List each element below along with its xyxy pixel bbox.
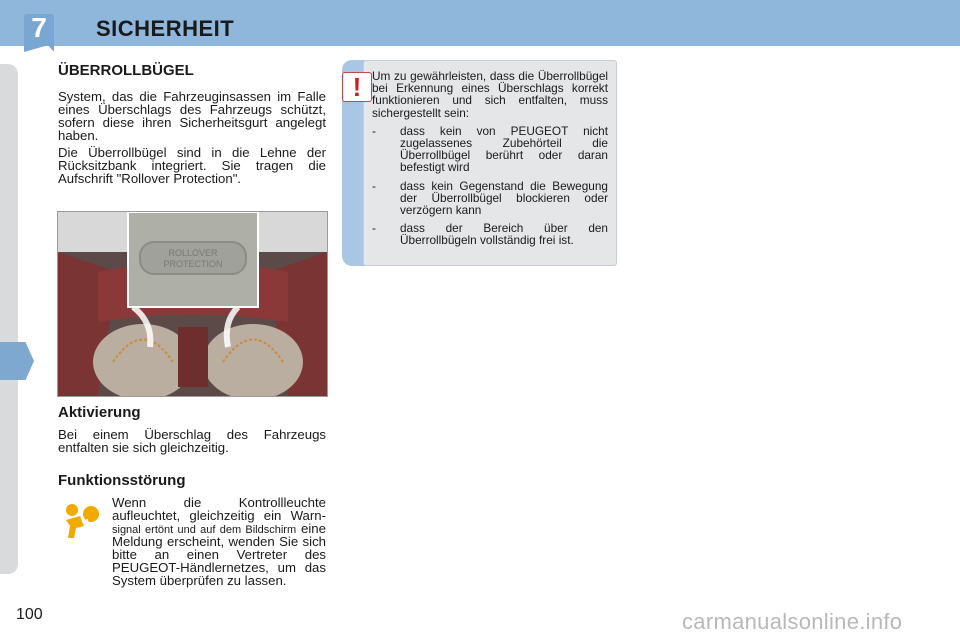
rollbar-heading: ÜBERROLLBÜGEL xyxy=(58,62,194,79)
rollbar-para-2: Die Überrollbügel sind in die Lehne der Rücksitzbank integriert. Sie tragen die Aufschrift "Rollover Protection". xyxy=(58,145,326,186)
page-title: SICHERHEIT xyxy=(96,16,235,41)
section-marker xyxy=(0,342,34,380)
inset-label-line-2: PROTECTION xyxy=(163,259,223,269)
malfunction-section xyxy=(58,472,326,489)
watermark: carmanualsonline.info xyxy=(682,609,903,634)
malfunction-text-2: signal ertönt und auf dem Bildschirm xyxy=(112,523,297,536)
list-dash: - xyxy=(372,221,376,236)
inset-label-line-1: ROLLOVER xyxy=(168,248,218,258)
list-dash: - xyxy=(372,123,376,138)
warning-note xyxy=(342,60,616,266)
chapter-number: 7 xyxy=(31,12,47,43)
malfunction-text-1: Wenn die Kontrollleuchte aufleuchtet, gleichzeitig ein Warn- xyxy=(112,495,326,523)
activation-text: Bei einem Überschlag des Fahrzeugs entfalten sie sich gleichzeitig. xyxy=(58,427,326,455)
activation-heading: Aktivierung xyxy=(58,404,141,421)
rollbar-para-1: System, das die Fahrzeuginsassen im Falle eines Überschlags des Fahrzeugs schützt, sofern diese ihren Sicherheitsgurt angelegt haben. xyxy=(58,89,326,143)
note-item-text: dass kein Gegenstand die Bewegung der Überrollbügel blockieren oder verzögern kann xyxy=(400,178,608,218)
note-list-item xyxy=(372,125,608,174)
note-text xyxy=(372,70,608,253)
malfunction-heading: Funktionsstörung xyxy=(58,472,186,489)
note-list-item xyxy=(372,180,608,217)
note-intro: Um zu gewährleisten, dass die Überrollbügel bei Erkennung eines Überschlags korrekt funktionieren und sich entfalten, muss sichergestellt sein: xyxy=(372,69,608,120)
exclamation-icon xyxy=(342,72,372,102)
warning-glyph: ! xyxy=(352,72,362,102)
rollbar-photo xyxy=(57,211,328,397)
airbag-warning-icon xyxy=(62,500,102,540)
malfunction-text-3: eine Meldung erscheint, wenden Sie sich bitte an einen Vertreter des PEUGEOT-Händlernetzes, um das System überprüfen zu lassen. xyxy=(112,520,326,588)
side-rail xyxy=(0,64,18,574)
activation-section xyxy=(58,404,326,458)
page-number: 100 xyxy=(16,606,43,623)
list-dash: - xyxy=(372,178,376,193)
note-list-item xyxy=(372,222,608,246)
malfunction-text xyxy=(112,497,326,588)
note-item-text: dass der Bereich über den Überrollbügeln vollständig frei ist. xyxy=(400,221,608,248)
rollbar-section xyxy=(58,62,326,189)
car-interior-illustration xyxy=(58,212,327,396)
note-item-text: dass kein von PEUGEOT nicht zugelassenes Zubehörteil die Überrollbügel berührt oder daran befestigt wird xyxy=(400,123,608,175)
